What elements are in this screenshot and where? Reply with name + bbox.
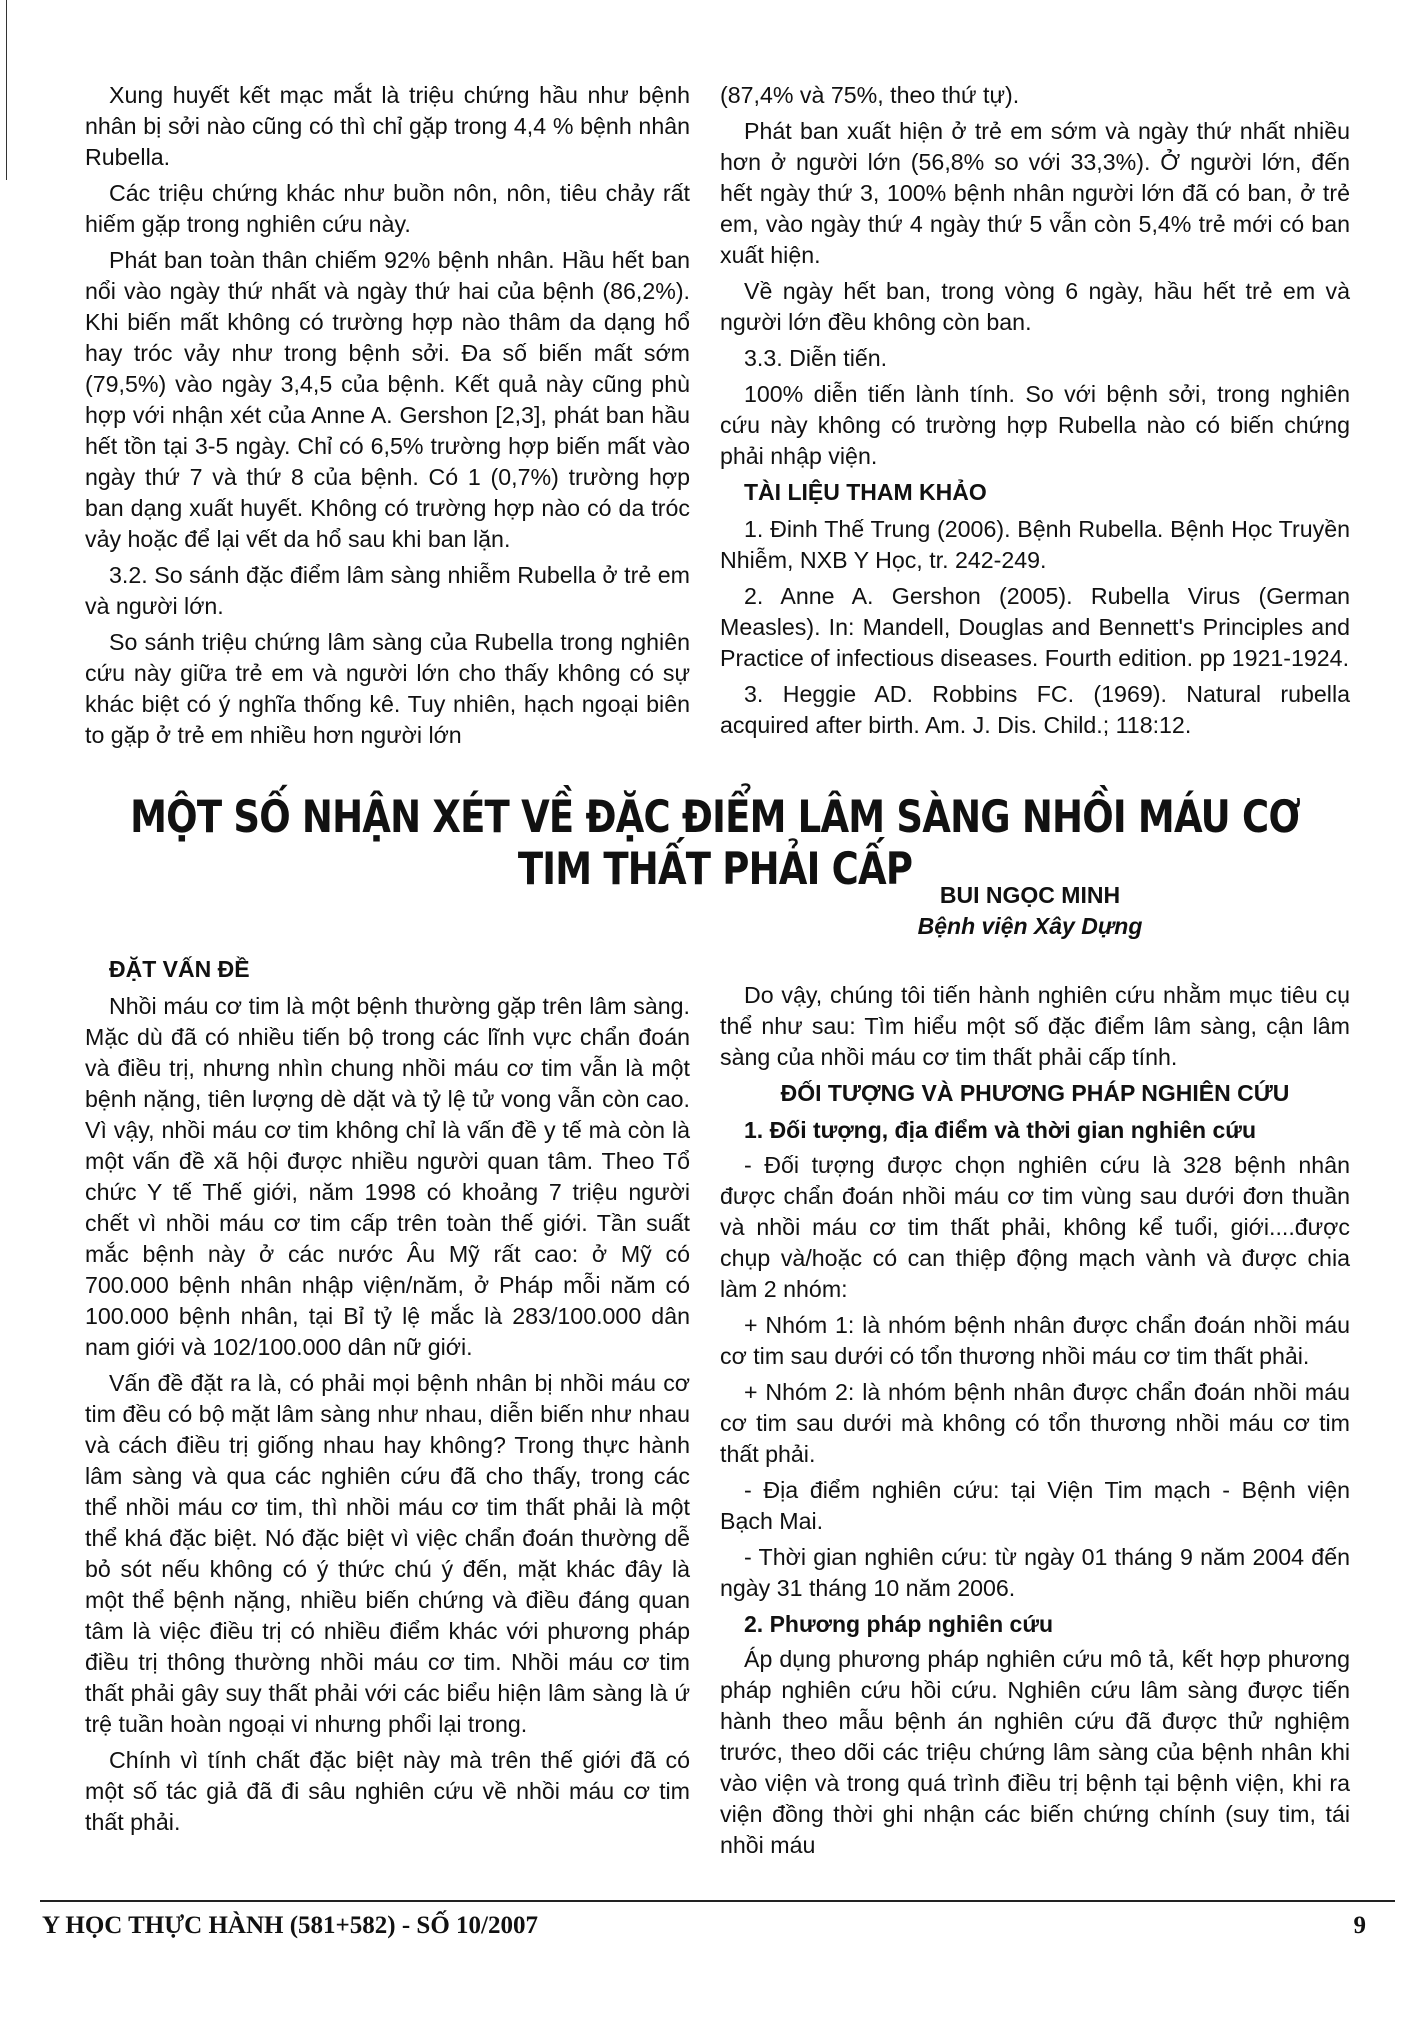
scan-edge-line <box>6 0 7 180</box>
journal-footer: Y HỌC THỰC HÀNH (581+582) - SỐ 10/2007 <box>42 1912 538 1939</box>
section-heading: 3.3. Diễn tiến. <box>744 345 888 371</box>
subsection-heading: 2. Phương pháp nghiên cứu <box>744 1611 1054 1637</box>
paragraph: Vấn đề đặt ra là, có phải mọi bệnh nhân bị nhồi máu cơ tim đều có bộ mặt lâm sàng như nhau, diễn biến như nhau và cách điều trị giống nhau hay không? Trong thực hành lâm sàng và qua các nghiên cứu đã cho thấy, trong các thể nhồi máu cơ tim, thì nhồi máu cơ tim thất phải là một thể khá đặc biệt. Nó đặc biệt vì việc chẩn đoán thường dễ bỏ sót nếu không có ý thức chú ý đến, mặt khác đây là một thể bệnh nặng, nhiều biến chứng và điều đáng quan tâm là việc điều trị có nhiều điểm khác với phương pháp điều trị thông thường nhồi máu cơ tim. Nhồi máu cơ tim thất phải gây suy thất phải với các biểu hiện lâm sàng là ứ trệ tuần hoàn ngoại vi nhưng phổi lại trong. <box>85 1370 690 1737</box>
upper-right-column <box>720 80 1350 746</box>
reference-item: 3. Heggie AD. Robbins FC. (1969). Natural rubella acquired after birth. Am. J. Dis. Child.; 118:12. <box>720 681 1350 738</box>
section-heading-methods: ĐỐI TƯỢNG VÀ PHƯƠNG PHÁP NGHIÊN CỨU <box>780 1080 1290 1106</box>
article-left-column <box>85 950 690 1843</box>
paragraph: Nhồi máu cơ tim là một bệnh thường gặp trên lâm sàng. Mặc dù đã có nhiều tiến bộ trong các lĩnh vực chẩn đoán và điều trị, nhưng nhìn chung nhồi máu cơ tim vẫn là một bệnh nặng, tiên lượng dè dặt và tỷ lệ tử vong vẫn còn cao. Vì vậy, nhồi máu cơ tim không chỉ là vấn đề y tế mà còn là một vấn đề xã hội được nhiều người quan tâm. Theo Tổ chức Y tế Thế giới, năm 1998 có khoảng 7 triệu người chết vì nhồi máu cơ tim cấp trên toàn thế giới. Tần suất mắc bệnh này ở các nước Âu Mỹ rất cao: ở Mỹ có 700.000 bệnh nhân nhập viện/năm, ở Pháp mỗi năm có 100.000 bệnh nhân, tại Bỉ tỷ lệ mắc là 283/100.000 dân nam giới và 102/100.000 dân nữ giới. <box>85 993 690 1360</box>
reference-item: 1. Đinh Thế Trung (2006). Bệnh Rubella. Bệnh Học Truyền Nhiễm, NXB Y Học, tr. 242-249. <box>720 516 1350 573</box>
paragraph: Xung huyết kết mạc mắt là triệu chứng hầu như bệnh nhân bị sởi nào cũng có thì chỉ gặp trong 4,4 % bệnh nhân Rubella. <box>85 82 690 170</box>
paragraph: (87,4% và 75%, theo thứ tự). <box>720 82 1020 108</box>
paragraph: Về ngày hết ban, trong vòng 6 ngày, hầu hết trẻ em và người lớn đều không còn ban. <box>720 278 1350 335</box>
article-title: MỘT SỐ NHẬN XÉT VỀ ĐẶC ĐIỂM LÂM SÀNG NHỒI MÁU CƠ TIM THẤT PHẢI CẤP <box>130 791 1300 895</box>
page-number: 9 <box>1353 1912 1366 1939</box>
paragraph: So sánh triệu chứng lâm sàng của Rubella trong nghiên cứu này giữa trẻ em và người lớn cho thấy không có sự khác biệt có ý nghĩa thống kê. Tuy nhiên, hạch ngoại biên to gặp ở trẻ em nhiều hơn người lớn <box>85 629 690 748</box>
footer-rule <box>40 1900 1395 1902</box>
paragraph: Áp dụng phương pháp nghiên cứu mô tả, kết hợp phương pháp nghiên cứu hồi cứu. Nghiên cứu lâm sàng được tiến hành theo mẫu bệnh án nghiên cứu đã được thử nghiệm trước, theo dõi các triệu chứng lâm sàng của bệnh nhân khi vào viện và trong quá trình điều trị bệnh tại bệnh viện, khi ra viện đồng thời ghi nhận các biến chứng chính (suy tim, tái nhồi máu <box>720 1646 1350 1858</box>
section-heading-intro: ĐẶT VẤN ĐỀ <box>109 956 250 982</box>
references-heading: TÀI LIỆU THAM KHẢO <box>744 479 987 505</box>
paragraph: - Thời gian nghiên cứu: từ ngày 01 tháng 9 năm 2004 đến ngày 31 tháng 10 năm 2006. <box>720 1544 1350 1601</box>
paragraph: 100% diễn tiến lành tính. So với bệnh sởi, trong nghiên cứu này không có trường hợp Rubella nào có biến chứng phải nhập viện. <box>720 381 1350 469</box>
author-affiliation: Bệnh viện Xây Dựng <box>917 913 1143 939</box>
paragraph: Do vậy, chúng tôi tiến hành nghiên cứu nhằm mục tiêu cụ thể như sau: Tìm hiểu một số đặc điểm lâm sàng, cận lâm sàng của nhồi máu cơ tim thất phải cấp tính. <box>720 982 1350 1070</box>
paragraph: - Đối tượng được chọn nghiên cứu là 328 bệnh nhân được chẩn đoán nhồi máu cơ tim vùng sau dưới đơn thuần và nhồi máu cơ tim thất phải, không kể tuổi, giới....được chụp và/hoặc có can thiệp động mạch vành và được chia làm 2 nhóm: <box>720 1152 1350 1302</box>
upper-left-column <box>85 80 690 756</box>
section-heading: 3.2. So sánh đặc điểm lâm sàng nhiễm Rubella ở trẻ em và người lớn. <box>85 562 690 619</box>
subsection-heading: 1. Đối tượng, địa điểm và thời gian nghiên cứu <box>744 1117 1256 1143</box>
paragraph: - Địa điểm nghiên cứu: tại Viện Tim mạch - Bệnh viện Bạch Mai. <box>720 1477 1350 1534</box>
paragraph: + Nhóm 1: là nhóm bệnh nhân được chẩn đoán nhồi máu cơ tim sau dưới có tổn thương nhồi máu cơ tim thất phải. <box>720 1312 1350 1369</box>
paragraph: Các triệu chứng khác như buồn nôn, nôn, tiêu chảy rất hiếm gặp trong nghiên cứu này. <box>85 180 690 237</box>
paragraph: Phát ban toàn thân chiếm 92% bệnh nhân. Hầu hết ban nổi vào ngày thứ nhất và ngày thứ hai của bệnh (86,2%). Khi biến mất không có trường hợp nào thâm da dạng hổ hay tróc vảy như trong bệnh sởi. Đa số biến mất sớm (79,5%) vào ngày 3,4,5 của bệnh. Kết quả này cũng phù hợp với nhận xét của Anne A. Gershon [2,3], phát ban hầu hết tồn tại 3-5 ngày. Chỉ có 6,5% trường hợp biến mất vào ngày thứ 7 và thứ 8 của bệnh. Có 1 (0,7%) trường hợp ban dạng xuất huyết. Không có trường hợp nào có da tróc vảy hoặc để lại vết da hổ sau khi ban lặn. <box>85 247 690 552</box>
paragraph: Chính vì tính chất đặc biệt này mà trên thế giới đã có một số tác giả đã đi sâu nghiên cứu về nhồi máu cơ tim thất phải. <box>85 1747 690 1835</box>
byline <box>820 880 1240 942</box>
paragraph: + Nhóm 2: là nhóm bệnh nhân được chẩn đoán nhồi máu cơ tim sau dưới mà không có tổn thương nhồi máu cơ tim thất phải. <box>720 1379 1350 1467</box>
author-name: BUI NGỌC MINH <box>939 882 1121 908</box>
paragraph: Phát ban xuất hiện ở trẻ em sớm và ngày thứ nhất nhiều hơn ở người lớn (56,8% so với 33,3%). Ở người lớn, đến hết ngày thứ 3, 100% bệnh nhân người lớn đã có ban, ở trẻ em, vào ngày thứ 4 ngày thứ 5 vẫn còn 5,4% trẻ mới có ban xuất hiện. <box>720 118 1350 268</box>
article-right-column <box>720 980 1350 1866</box>
reference-item: 2. Anne A. Gershon (2005). Rubella Virus (German Measles). In: Mandell, Douglas and Bennett's Principles and Practice of infectious diseases. Fourth edition. pp 1921-1924. <box>720 583 1350 671</box>
